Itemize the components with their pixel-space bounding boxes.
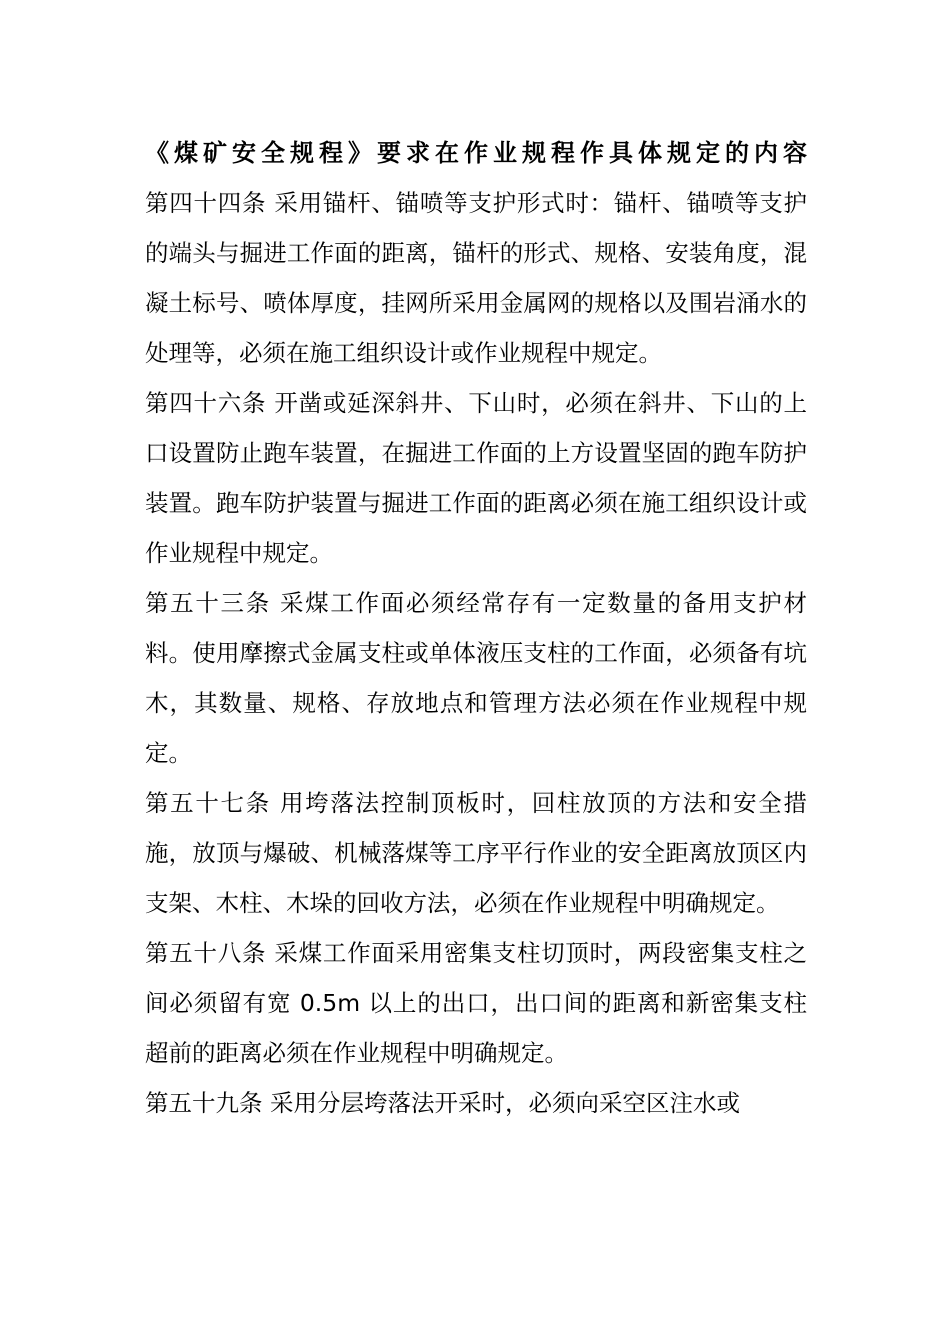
document-title: 《煤矿安全规程》要求在作业规程作具体规定的内容 bbox=[145, 139, 807, 167]
article-59-paragraph: 第五十九条 采用分层垮落法开采时，必须向采空区注水或 bbox=[145, 1089, 740, 1117]
article-57-paragraph: 第五十七条 用垮落法控制顶板时，回柱放顶的方法和安全措施，放顶与爆破、机械落煤等工序平行作业的安全距离放顶区内支架、木柱、木垛的回收方法，必须在作业规程中明确规定。 bbox=[145, 789, 807, 917]
article-53-paragraph: 第五十三条 采煤工作面必须经常存有一定数量的备用支护材料。使用摩擦式金属支柱或单体液压支柱的工作面，必须备有坑木，其数量、规格、存放地点和管理方法必须在作业规程中规定。 bbox=[145, 589, 807, 767]
document-body bbox=[145, 128, 807, 1128]
article-46-paragraph: 第四十六条 开凿或延深斜井、下山时，必须在斜井、下山的上口设置防止跑车装置，在掘进工作面的上方设置坚固的跑车防护装置。跑车防护装置与掘进工作面的距离必须在施工组织设计或作业规程中规定。 bbox=[145, 389, 807, 567]
article-58-paragraph: 第五十八条 采煤工作面采用密集支柱切顶时，两段密集支柱之间必须留有宽 0.5m 以上的出口，出口间的距离和新密集支柱超前的距离必须在作业规程中明确规定。 bbox=[145, 939, 807, 1067]
article-44-paragraph: 第四十四条 采用锚杆、锚喷等支护形式时：锚杆、锚喷等支护的端头与掘进工作面的距离，锚杆的形式、规格、安装角度，混凝土标号、喷体厚度，挂网所采用金属网的规格以及围岩涌水的处理等，必须在施工组织设计或作业规程中规定。 bbox=[145, 189, 807, 367]
